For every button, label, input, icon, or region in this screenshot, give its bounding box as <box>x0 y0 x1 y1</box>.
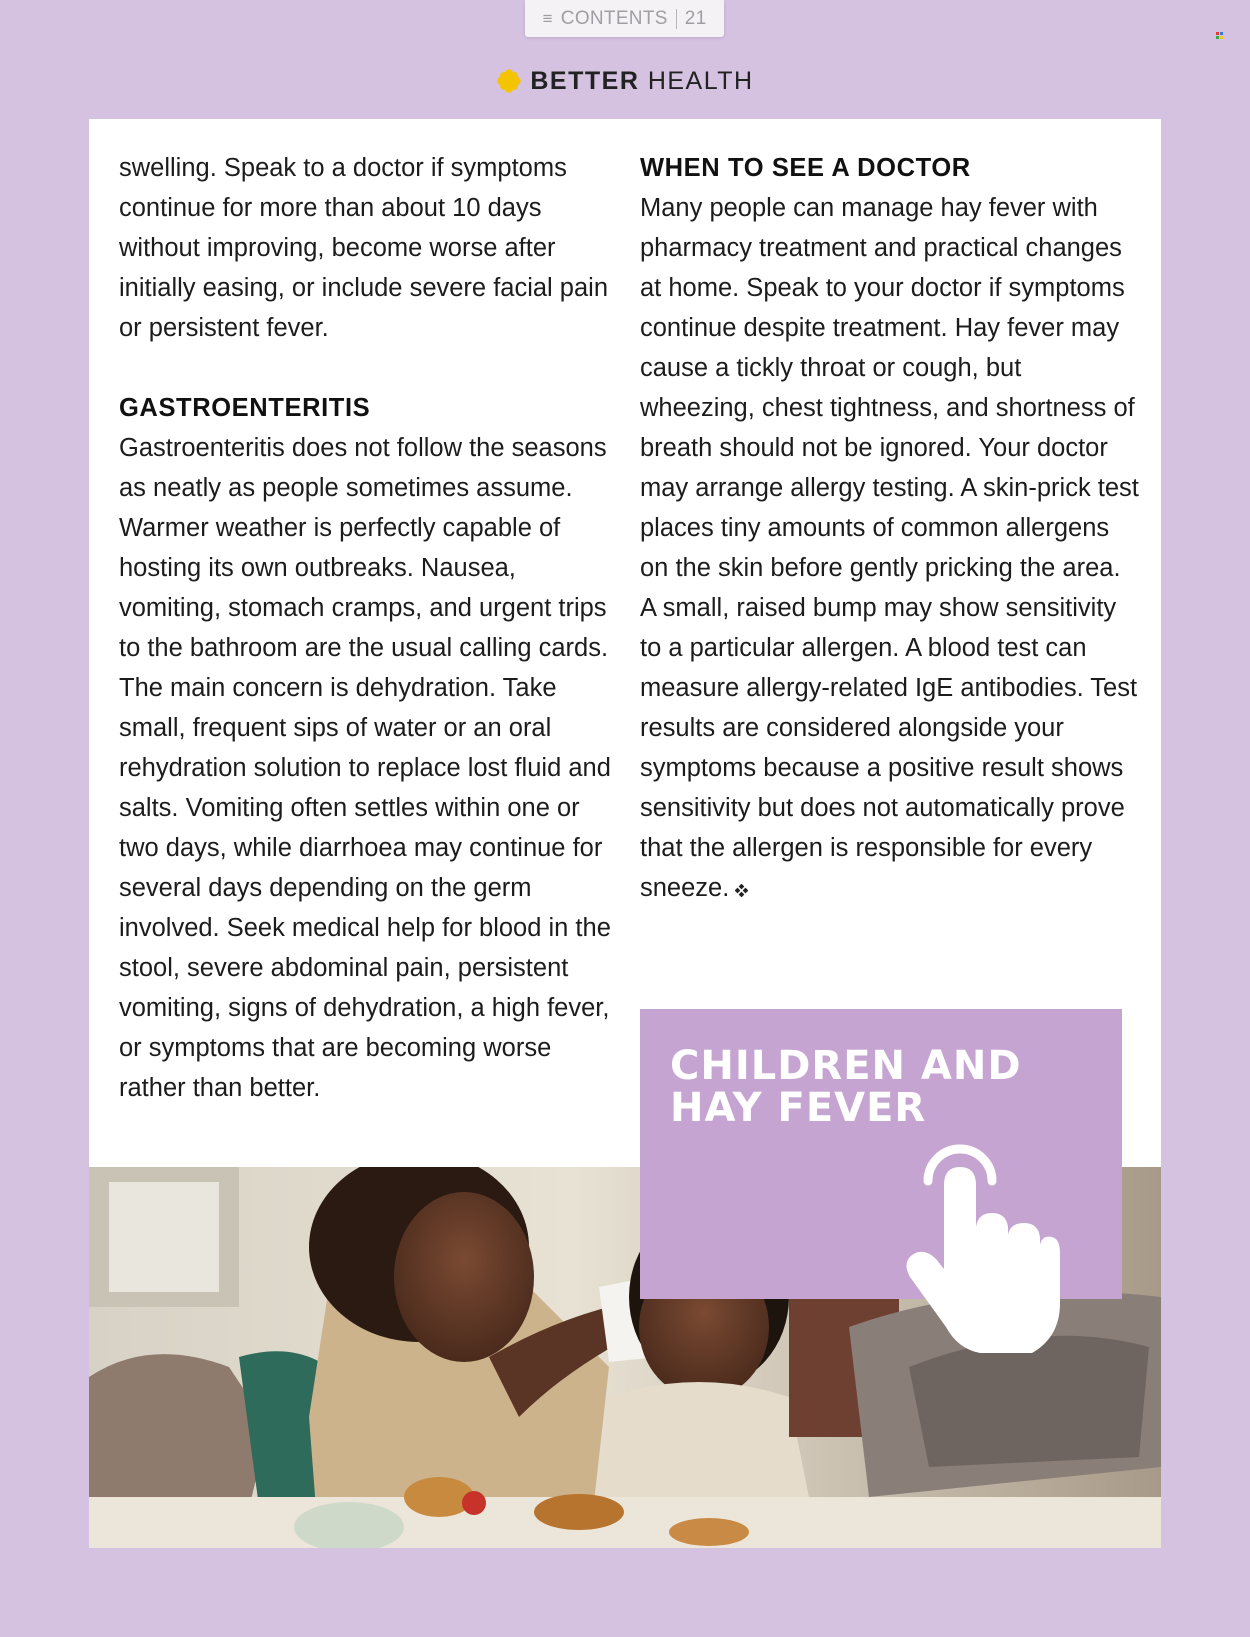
heading-gastroenteritis: GASTROENTERITIS <box>119 394 371 422</box>
when-to-see-doctor-paragraph <box>640 188 1140 908</box>
article-column-left <box>119 148 619 1108</box>
flower-icon <box>496 68 522 94</box>
divider <box>676 9 677 29</box>
section-title-light: HEALTH <box>647 66 754 95</box>
gastroenteritis-paragraph: Gastroenteritis does not follow the seasons as neatly as people sometimes assume. Warmer weather is perfectly capable of hosting its own outbreaks. Nausea, vomiting, stomach cramps, and urgent trips to the bathroom are the usual calling cards. The main concern is dehydration. Take small, frequent sips of water or an oral rehydration solution to replace lost fluid and salts. Vomiting often settles within one or two days, while diarrhoea may continue for several days depending on the germ involved. Seek medical help for blood in the stool, severe abdominal pain, persistent vomiting, signs of dehydration, a high fever, or symptoms that are becoming worse rather than better. <box>119 434 611 1102</box>
heading-when-to-see-doctor: WHEN TO SEE A DOCTOR <box>640 154 971 182</box>
section-header <box>0 64 1250 98</box>
contents-label: CONTENTS <box>560 7 668 29</box>
contents-tab[interactable] <box>525 0 724 37</box>
hamburger-icon: ≡ <box>542 8 553 28</box>
tap-hand-icon <box>900 1127 1060 1353</box>
page-number: 21 <box>684 7 707 29</box>
children-hay-fever-callout[interactable] <box>640 1009 1122 1299</box>
section-title-bold: BETTER <box>530 66 640 95</box>
when-to-see-doctor-text: Many people can manage hay fever with pharmacy treatment and practical changes at home. Speak to your doctor if symptoms continue despite treatment. Hay fever may cause a tickly throat or cough, but wheezing, chest tightness, and shortness of breath should not be ignored. Your doctor may arrange allergy testing. A skin-prick test places tiny amounts of common allergens on the skin before gently pricking the area. A small, raised bump may show sensitivity to a particular allergen. A blood test can measure allergy-related IgE antibodies. Test results are considered alongside your symptoms because a positive result shows sensitivity but does not automatically prove that the allergen is responsible for every sneeze. <box>640 194 1139 902</box>
callout-title: CHILDREN AND HAY FEVER <box>670 1043 1022 1131</box>
color-dots-icon <box>1216 32 1224 40</box>
intro-paragraph: swelling. Speak to a doctor if symptoms continue for more than about 10 days without improving, become worse after initially easing, or include severe facial pain or persistent fever. <box>119 154 609 342</box>
article-column-right <box>640 148 1140 908</box>
section-title <box>530 67 753 96</box>
end-of-article-icon <box>735 884 748 897</box>
